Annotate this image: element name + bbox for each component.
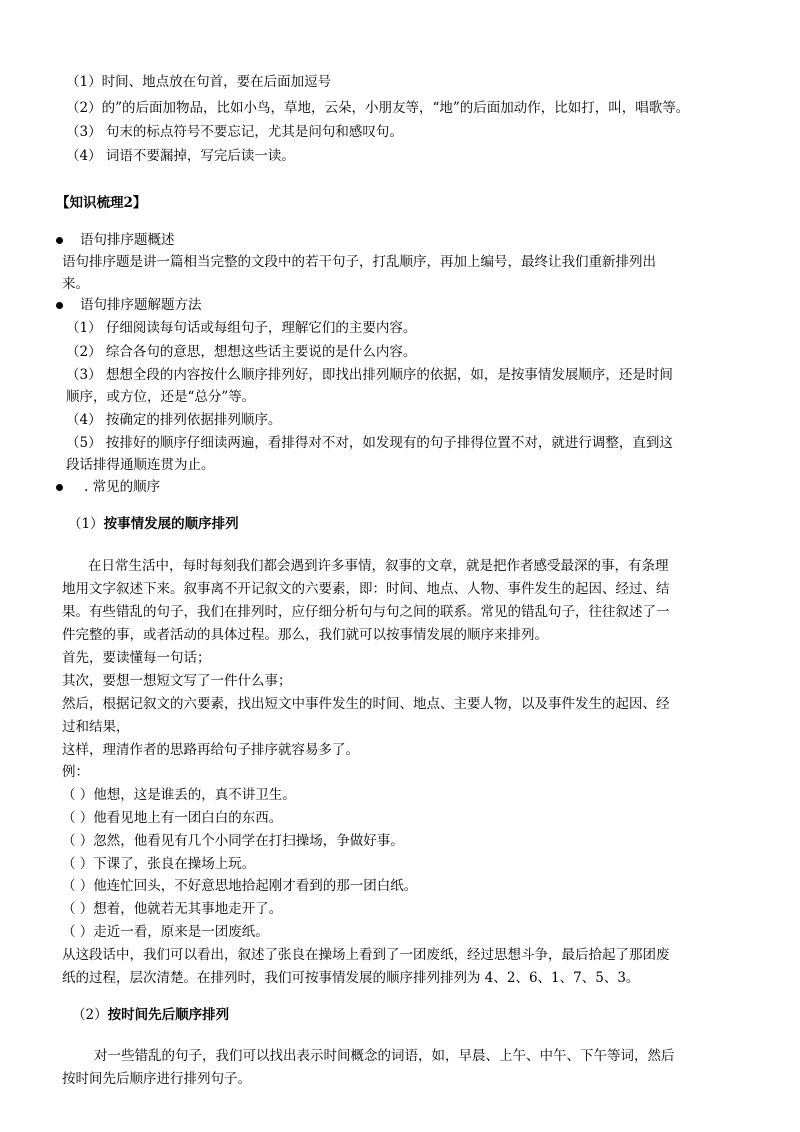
sub1-step-1: 首先，要读懂每一句话；: [62, 650, 211, 666]
answer-line-1: 从这段话中，我们可以看出，叙述了张良在操场上看到了一团废纸，经过思想斗争，最后拾起了那团废: [62, 947, 670, 963]
sub2-heading-text: 按时间先后顺序排列: [107, 1007, 230, 1023]
method-step-5-line-2: 段话排得通顺连贯为止。: [66, 457, 215, 473]
sub2-para-line-2: 按时间先后顺序进行排列句子。: [62, 1071, 251, 1087]
tip-line-1: （1）时间、地点放在句首，要在后面加逗号: [66, 74, 332, 90]
method-step-2: （2） 综合各句的意思，想想这些话主要说的是什么内容。: [66, 344, 417, 360]
method-step-5-line-1: （5） 按排好的顺序仔细读两遍，看排得对不对，如发现有的句子排得位置不对，就进行调整，直到这: [66, 435, 673, 451]
sub1-para-line-1: 在日常生活中，每时每刻我们都会遇到许多事情，叙事的文章，就是把作者感受最深的事，有条理: [88, 558, 669, 574]
sub1-step-2: 其次，要想一想短文写了一件什么事；: [62, 673, 292, 689]
example-item: （ ）他想，这是谁丢的，真不讲卫生。: [62, 787, 296, 803]
method-step-3-line-1: （3） 想想全段的内容按什么顺序排列好，即找出排列顺序的依据，如，是按事情发展顺序，还是时间: [66, 367, 673, 383]
bullet2-title: 语句排序题解题方法: [80, 297, 202, 313]
answer-line-2: 纸的过程，层次清楚。在排列时，我们可按事情发展的顺序排列排列为 4、2、6、1、7、5、3。: [62, 970, 640, 986]
example-item: （ ）他连忙回头，不好意思地拾起刚才看到的那一团白纸。: [62, 878, 418, 894]
tip-line-4: （4） 词语不要漏掉，写完后读一读。: [66, 148, 295, 164]
sub1-para-line-2: 地用文字叙述下来。叙事离不开记叙文的六要素，即：时间、地点、人物、事件发生的起因、经过、结: [62, 581, 670, 597]
tip-line-3: （3） 句末的标点符号不要忘记，尤其是问句和感叹句。: [66, 124, 403, 140]
sub1-para-line-4: 件完整的事，或者活动的具体过程。那么，我们就可以按事情发展的顺序来排列。: [62, 627, 548, 643]
sub1-heading-number: （1）: [68, 516, 104, 532]
sub2-heading: [72, 1005, 229, 1025]
example-item: （ ）忽然，他看见有几个小同学在打扫操场，争做好事。: [62, 833, 404, 849]
section-heading: 【知识梳理2】: [56, 195, 147, 211]
method-step-4: （4） 按确定的排列依据排列顺序。: [66, 412, 282, 428]
bullet1-title: 语句排序题概述: [80, 232, 175, 248]
example-item: （ ）他看见地上有一团白白的东西。: [62, 810, 283, 826]
sub2-heading-number: （2）: [72, 1007, 108, 1023]
example-label: 例：: [62, 764, 89, 780]
example-item: （ ）下课了，张良在操场上玩。: [62, 856, 256, 872]
sub1-step-4: 这样，理清作者的思路再给句子排序就容易多了。: [62, 742, 359, 758]
bullet3-title: . 常见的顺序: [84, 479, 161, 495]
bullet-dot-icon: [56, 237, 63, 244]
bullet1-text-line-1: 语句排序题是讲一篇相当完整的文段中的若干句子，打乱顺序，再加上编号，最终让我们重新排列出: [62, 254, 656, 270]
example-item: （ ）走近一看，原来是一团废纸。: [62, 924, 269, 940]
sub1-heading-text: 按事情发展的顺序排列: [103, 516, 239, 532]
sub1-step-3-line-2: 过和结果，: [62, 719, 130, 735]
tip-line-2: （2）的”的后面加物品，比如小鸟，草地，云朵，小朋友等，“地”的后面加动作，比如打，叫，唱歌等。: [66, 100, 690, 116]
example-item: （ ）想着，他就若无其事地走开了。: [62, 901, 283, 917]
sub2-para-line-1: 对一些错乱的句子，我们可以找出表示时间概念的词语，如，早晨、上午、中午、下午等词，然后: [94, 1048, 675, 1064]
sub1-step-3-line-1: 然后，根据记叙文的六要素，找出短文中事件发生的时间、地点、主要人物，以及事件发生的起因、经: [62, 696, 670, 712]
method-step-1: （1） 仔细阅读每句话或每组句子，理解它们的主要内容。: [66, 320, 417, 336]
sub1-heading: [68, 514, 239, 534]
bullet-dot-icon: [56, 484, 63, 491]
bullet1-text-line-2: 来。: [62, 276, 89, 292]
method-step-3-line-2: 顺序，或方位，还是“总分”等。: [66, 389, 256, 405]
bullet-dot-icon: [56, 302, 63, 309]
sub1-para-line-3: 果。有些错乱的句子，我们在排列时，应仔细分析句与句之间的联系。常见的错乱句子，往往叙述了一: [62, 604, 670, 620]
